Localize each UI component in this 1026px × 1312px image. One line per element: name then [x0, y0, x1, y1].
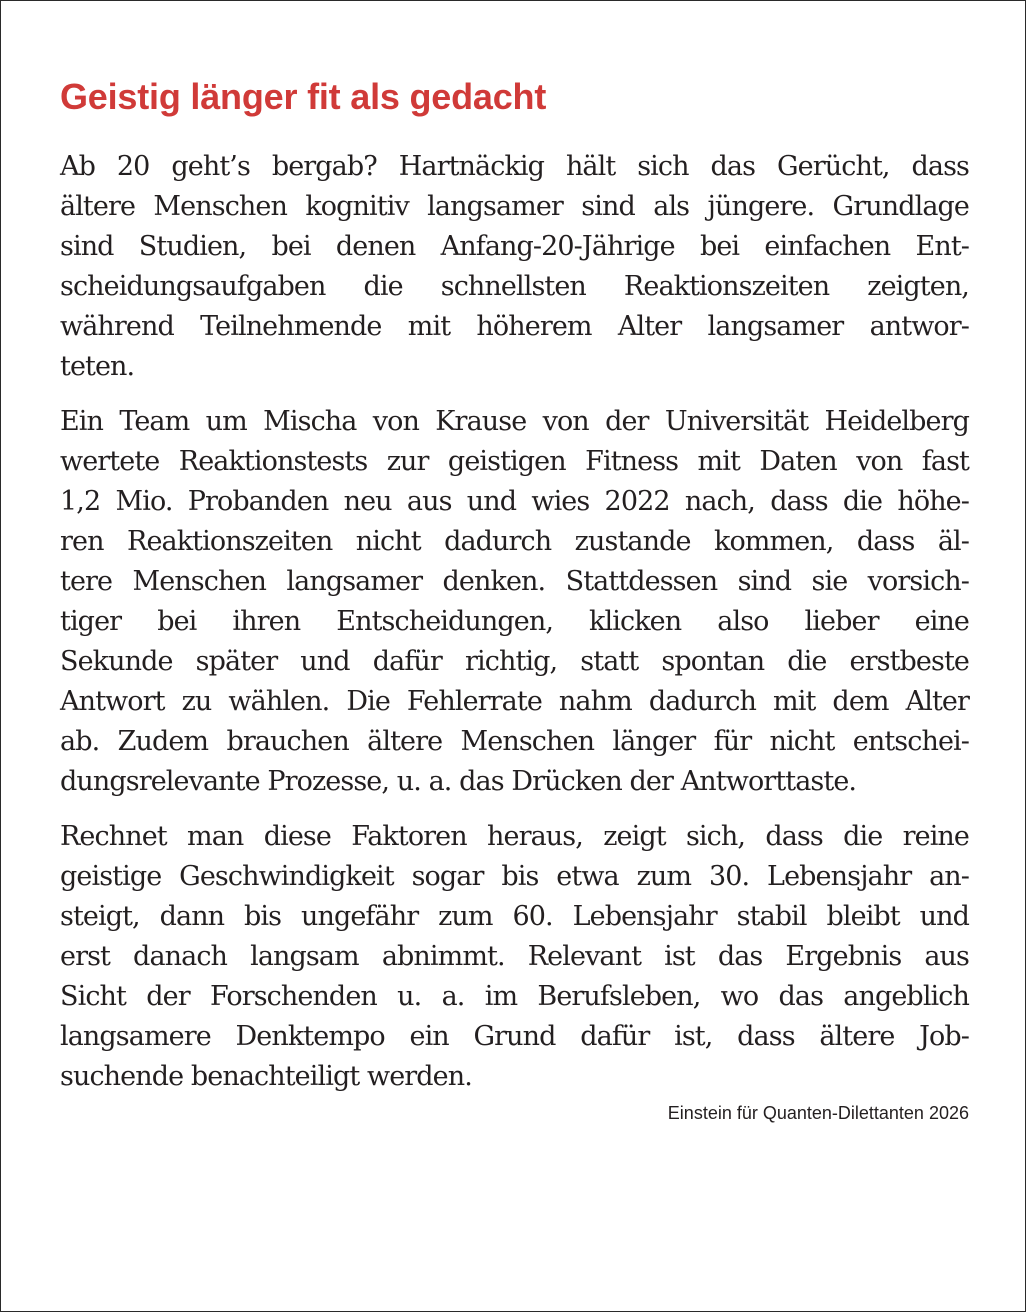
article-body [60, 147, 969, 1097]
article [60, 73, 969, 1112]
text-line: dungsrelevante Prozesse, u. a. das Drücken der Antworttaste. [60, 766, 857, 797]
text-line: während Teilnehmende mit höherem Alter langsamer antwor- [60, 311, 969, 342]
text-line: Ab 20 geht’s bergab? Hartnäckig hält sich das Gerücht, dass [60, 151, 969, 182]
paragraph-1 [60, 147, 969, 387]
text-line: scheidungsaufgaben die schnellsten Reaktionszeiten zeigten, [60, 271, 969, 302]
text-line: sind Studien, bei denen Anfang-20-Jährige bei einfachen Ent- [60, 231, 969, 262]
text-line: ren Reaktionszeiten nicht dadurch zustande kommen, dass äl- [60, 526, 969, 557]
text-line: langsamere Denktempo ein Grund dafür ist, dass ältere Job- [60, 1021, 969, 1052]
text-line: teten. [60, 351, 135, 382]
text-line: ab. Zudem brauchen ältere Menschen länger für nicht entschei- [60, 726, 969, 757]
text-line: steigt, dann bis ungefähr zum 60. Lebensjahr stabil bleibt und [60, 901, 969, 932]
text-line: Rechnet man diese Faktoren heraus, zeigt sich, dass die reine [60, 821, 969, 852]
text-line: tere Menschen langsamer denken. Stattdessen sind sie vorsich- [60, 566, 969, 597]
paragraph-2 [60, 402, 969, 802]
text-line: Sekunde später und dafür richtig, statt spontan die erstbeste [60, 646, 969, 677]
source-credit: Einstein für Quanten-Dilettanten 2026 [667, 1103, 969, 1123]
text-line: 1,2 Mio. Probanden neu aus und wies 2022 nach, dass die höhe- [60, 486, 969, 517]
text-line: Antwort zu wählen. Die Fehlerrate nahm dadurch mit dem Alter [60, 686, 969, 717]
text-line: wertete Reaktionstests zur geistigen Fitness mit Daten von fast [60, 446, 969, 477]
text-line: erst danach langsam abnimmt. Relevant ist das Ergebnis aus [60, 941, 969, 972]
article-title: Geistig länger fit als gedacht [60, 76, 547, 117]
text-line: suchende benachteiligt werden. [60, 1061, 472, 1092]
text-line: Ein Team um Mischa von Krause von der Universität Heidelberg [60, 406, 969, 437]
text-line: Sicht der Forschenden u. a. im Berufsleben, wo das angeblich [60, 981, 969, 1012]
text-line: ältere Menschen kognitiv langsamer sind als jüngere. Grundlage [60, 191, 969, 222]
paragraph-3 [60, 817, 969, 1097]
text-line: tiger bei ihren Entscheidungen, klicken also lieber eine [60, 606, 969, 637]
text-line: geistige Geschwindigkeit sogar bis etwa zum 30. Lebensjahr an- [60, 861, 969, 892]
